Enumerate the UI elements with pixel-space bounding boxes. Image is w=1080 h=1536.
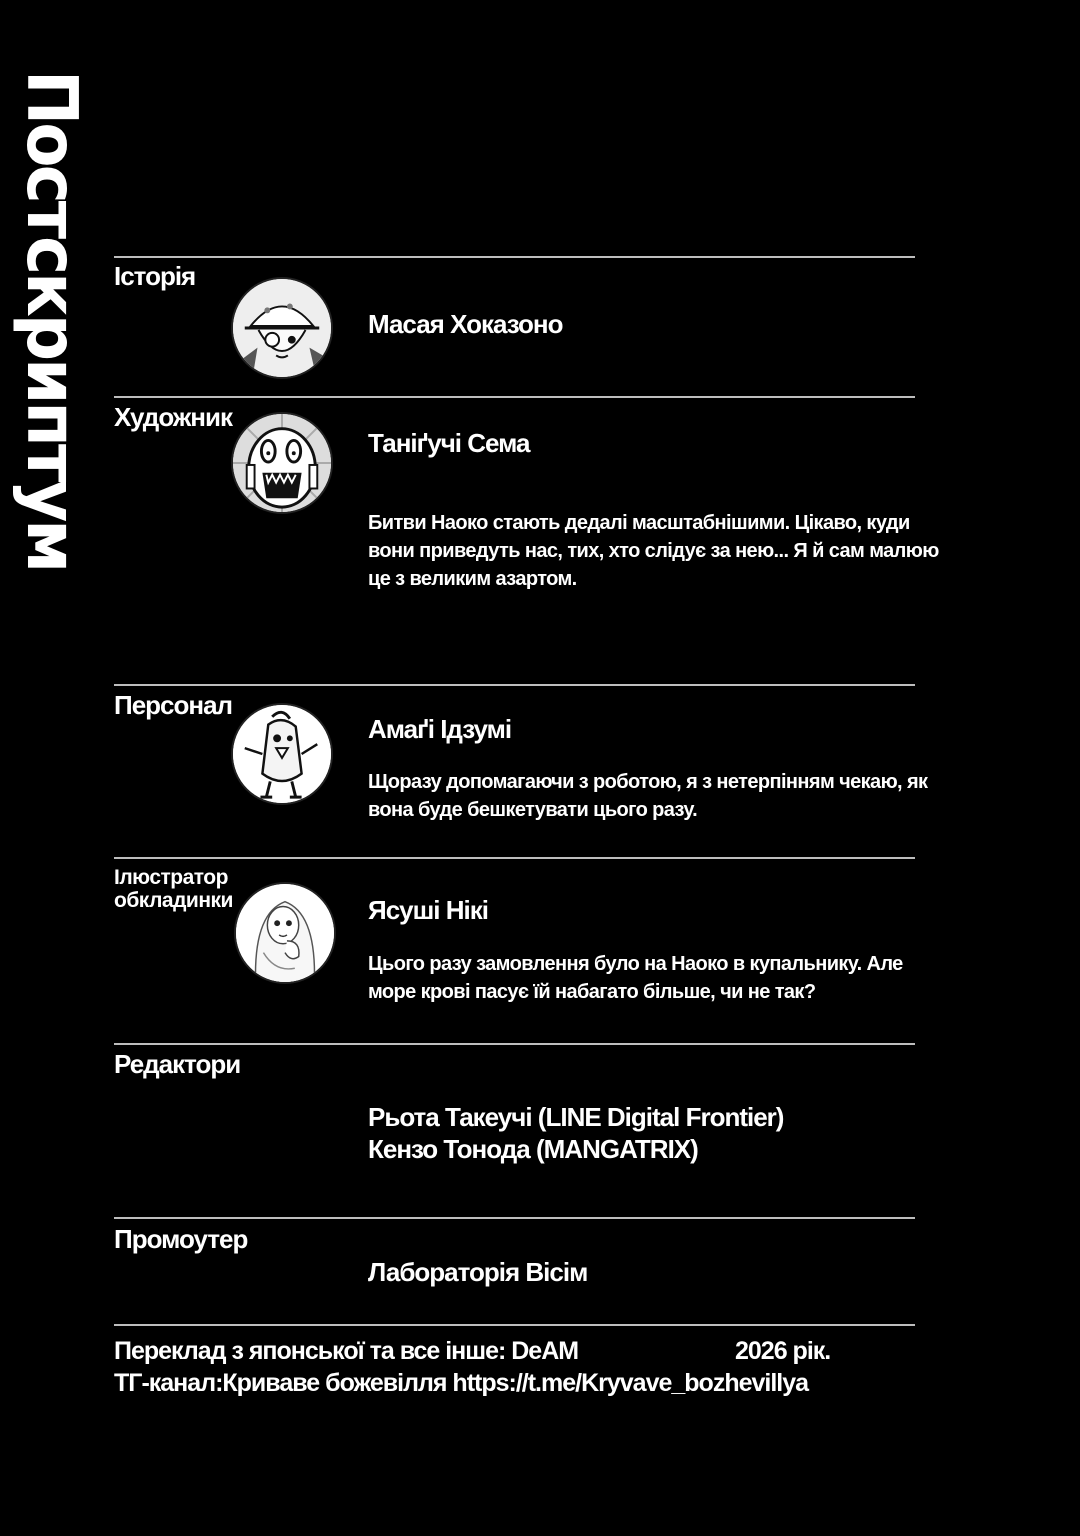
divider xyxy=(114,684,915,686)
section-label-promoter: Промоутер xyxy=(114,1224,248,1254)
staff-bird-character-icon xyxy=(231,703,333,805)
telegram-channel-link[interactable]: ТГ-канал:Криваве божевілля https://t.me/Kryvave_bozhevillya xyxy=(114,1369,809,1397)
section-label-cover-line2: обкладинки xyxy=(114,889,233,913)
divider xyxy=(114,396,915,398)
cover-illustrator-girl-icon xyxy=(234,882,336,984)
promoter-name: Лабораторія Вісім xyxy=(368,1257,588,1287)
artist-screaming-face-icon xyxy=(231,412,333,514)
artist-name: Таніґучі Сема xyxy=(368,428,530,458)
page-title: Постскриптум xyxy=(11,70,92,571)
translation-credit: Переклад з японської та все інше: DeAM xyxy=(114,1337,579,1365)
section-label-artist: Художник xyxy=(114,402,232,432)
section-label-cover-line1: Ілюстратор xyxy=(114,866,228,889)
editor-name: Рьота Такеучі (LINE Digital Frontier) xyxy=(368,1102,784,1132)
section-label-story: Історія xyxy=(114,261,196,291)
section-label-staff: Персонал xyxy=(114,690,233,720)
staff-name: Амаґі Ідзумі xyxy=(368,714,512,744)
cover-illustrator-comment: Цього разу замовлення було на Наоко в купальнику. Але море крові пасує їй набагато більше, чи не так? xyxy=(368,953,903,1003)
section-label-editors: Редактори xyxy=(114,1049,241,1079)
cover-illustrator-name: Ясуші Нікі xyxy=(368,895,488,925)
year-label: 2026 рік. xyxy=(735,1337,831,1365)
divider xyxy=(114,1043,915,1045)
editor-name: Кензо Тонода (MANGATRIX) xyxy=(368,1134,698,1164)
story-author-name: Масая Хоказоно xyxy=(368,309,563,339)
divider xyxy=(114,857,915,859)
staff-comment: Щоразу допомагаючи з роботою, я з нетерпінням чекаю, як вона буде бешкетувати цього разу. xyxy=(368,771,928,821)
artist-comment: Битви Наоко стають дедалі масштабнішими. Цікаво, куди вони приведуть нас, тих, хто слідує за нею... Я й сам малюю це з великим азартом. xyxy=(368,512,939,590)
section-label-cover xyxy=(114,866,233,912)
divider xyxy=(114,1217,915,1219)
divider xyxy=(114,256,915,258)
divider xyxy=(114,1324,915,1326)
story-author-portrait-icon xyxy=(231,277,333,379)
